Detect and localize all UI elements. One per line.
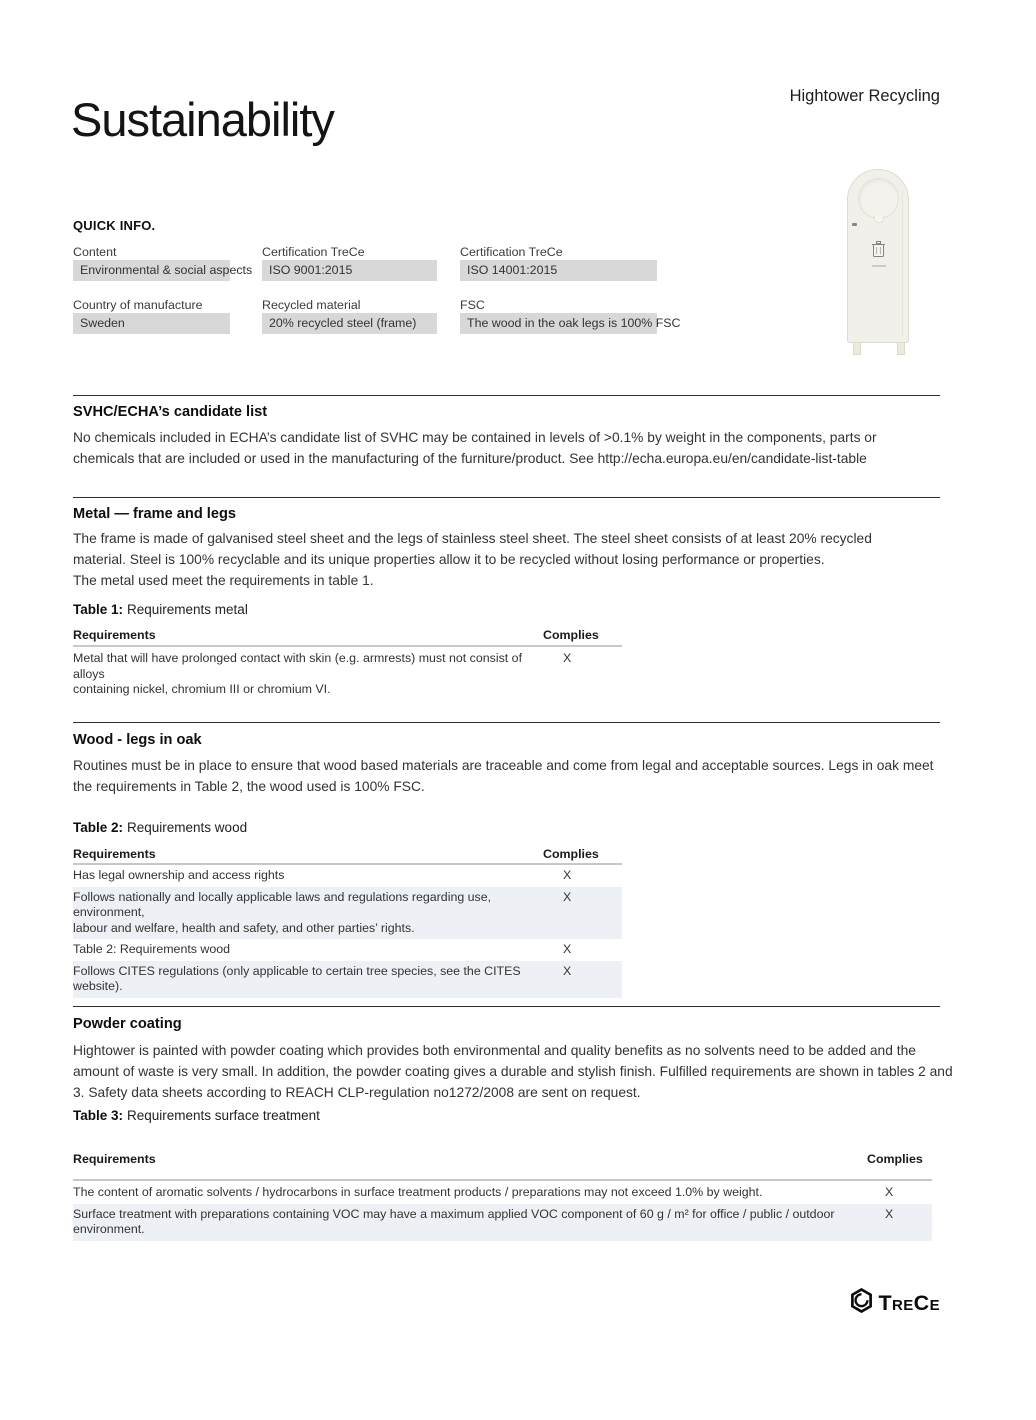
waste-bin-icon [871,240,886,263]
table-3-caption-label: Table 3: [73,1108,124,1123]
table-2-caption-label: Table 2: [73,820,124,835]
table-row [73,865,622,887]
section-divider [73,497,940,498]
section-heading-metal: Metal — frame and legs [73,506,237,522]
table-2-caption-text: Requirements wood [127,820,248,835]
column-header-complies: Complies [867,1152,923,1166]
table-1-header-rule [73,645,622,647]
trece-logo [850,1288,940,1318]
table-row [73,648,622,701]
quick-info-panel [73,218,753,330]
complies-cell: X [563,651,572,665]
requirement-cell: Follows CITES regulations (only applicable to certain tree species, see the CITES website). [73,963,521,993]
column-header-requirements: Requirements [73,1152,156,1166]
section-heading-svhc: SVHC/ECHA’s candidate list [73,404,268,420]
field-value-certification-1: ISO 9001:2015 [262,260,437,281]
complies-cell: X [885,1206,894,1221]
complies-cell: X [885,1185,894,1199]
cabinet-leg [897,343,905,355]
complies-cell: X [563,889,572,904]
table-3-caption [73,1108,320,1123]
column-header-requirements: Requirements [73,847,156,861]
section-body-wood: Routines must be in place to ensure that wood based materials are traceable and come from legal and acceptable sources. Legs in oak meet the requirements in Table 2, the wood used is 100% FSC. [73,758,934,794]
table-row [73,1204,932,1241]
field-label-country: Country of manufacture [73,298,203,312]
table-row [73,939,622,961]
trece-logo-wordmark: TreCe [878,1290,940,1315]
field-value-content: Environmental & social aspects [73,260,230,281]
section-divider [73,1006,940,1007]
cabinet-lock-detail [852,223,857,226]
trece-logo-icon [850,1288,873,1318]
section-body-powder-coating: Hightower is painted with powder coating which provides both environmental and quality benefits as no solvents need to be added and the amount of waste is very small. In addition, the powder coating gives a durable and stylish finish. Fulfilled requirements are shown in tables 2 and 3. Safety data sheets according to REACH CLP-regulation no1272/2008 are sent on request. [73,1043,953,1100]
requirement-cell: Surface treatment with preparations containing VOC may have a maximum applied VOC component of 60 g / m² for office / public / outdoor environment. [73,1206,835,1236]
field-label-recycled-material: Recycled material [262,298,361,312]
field-value-recycled-material: 20% recycled steel (frame) [262,313,437,334]
table-3-caption-text: Requirements surface treatment [127,1108,320,1123]
product-image-hightower-cabinet [847,169,909,343]
table-2-caption [73,820,247,835]
complies-cell: X [563,963,572,978]
table-2-header-row [73,847,622,861]
section-heading-powder-coating: Powder coating [73,1016,182,1032]
table-2-rows [73,865,622,998]
table-row [73,887,622,940]
product-name: Hightower Recycling [789,87,940,105]
requirement-cell: Follows nationally and locally applicable laws and regulations regarding use, environment, labour and welfare, health and safety, and other parties’ rights. [73,889,492,935]
section-divider [73,395,940,396]
cabinet-handle [874,216,884,223]
section-body-svhc: No chemicals included in ECHA’s candidate list of SVHC may be contained in levels of >0.1% by weight in the components, parts or chemicals that are included or used in the manufacturing of the furniture/product. See http://echa.europa.eu/en/candidate-list-table [73,430,877,466]
table-row [73,961,622,998]
cabinet-door-edge [902,190,903,337]
requirement-cell: Has legal ownership and access rights [73,868,285,882]
column-header-complies: Complies [543,847,599,861]
cabinet-label [872,265,886,267]
field-label-certification-2: Certification TreCe [460,245,563,259]
cabinet-leg [853,343,861,355]
table-1-rows [73,648,622,701]
table-1-caption-label: Table 1: [73,602,124,617]
section-divider [73,722,940,723]
table-3-header-rule [73,1179,932,1181]
table-1-caption [73,602,248,617]
requirement-cell: Metal that will have prolonged contact with skin (e.g. armrests) must not consist of alloys containing nickel, chromium III or chromium VI. [73,651,523,696]
column-header-complies: Complies [543,628,599,642]
field-value-certification-2: ISO 14001:2015 [460,260,657,281]
field-label-content: Content [73,245,117,259]
requirement-cell: The content of aromatic solvents / hydrocarbons in surface treatment products / preparations may not exceed 1.0% by weight. [73,1185,763,1199]
section-body-metal: The frame is made of galvanised steel sheet and the legs of stainless steel sheet. The steel sheet consists of at least 20% recycled material. Steel is 100% recyclable and its unique properties allow it to be recycled without losing performance or properties. The metal used meet the requirements in table 1. [73,531,872,588]
table-3-rows [73,1182,932,1241]
table-1-caption-text: Requirements metal [127,602,248,617]
quick-info-heading: QUICK INFO. [73,218,156,233]
page-title: Sustainability [71,93,334,146]
column-header-requirements: Requirements [73,628,156,642]
complies-cell: X [563,868,572,882]
section-heading-wood: Wood - legs in oak [73,732,202,748]
table-3-header-row [73,1152,932,1166]
field-value-fsc: The wood in the oak legs is 100% FSC [460,313,657,334]
requirement-cell: Table 2: Requirements wood [73,942,231,956]
field-label-fsc: FSC [460,298,485,312]
cabinet-circle-detail [858,178,899,219]
field-label-certification-1: Certification TreCe [262,245,365,259]
complies-cell: X [563,942,572,956]
table-1-header-row [73,628,622,642]
table-row [73,1182,932,1204]
field-value-country: Sweden [73,313,230,334]
